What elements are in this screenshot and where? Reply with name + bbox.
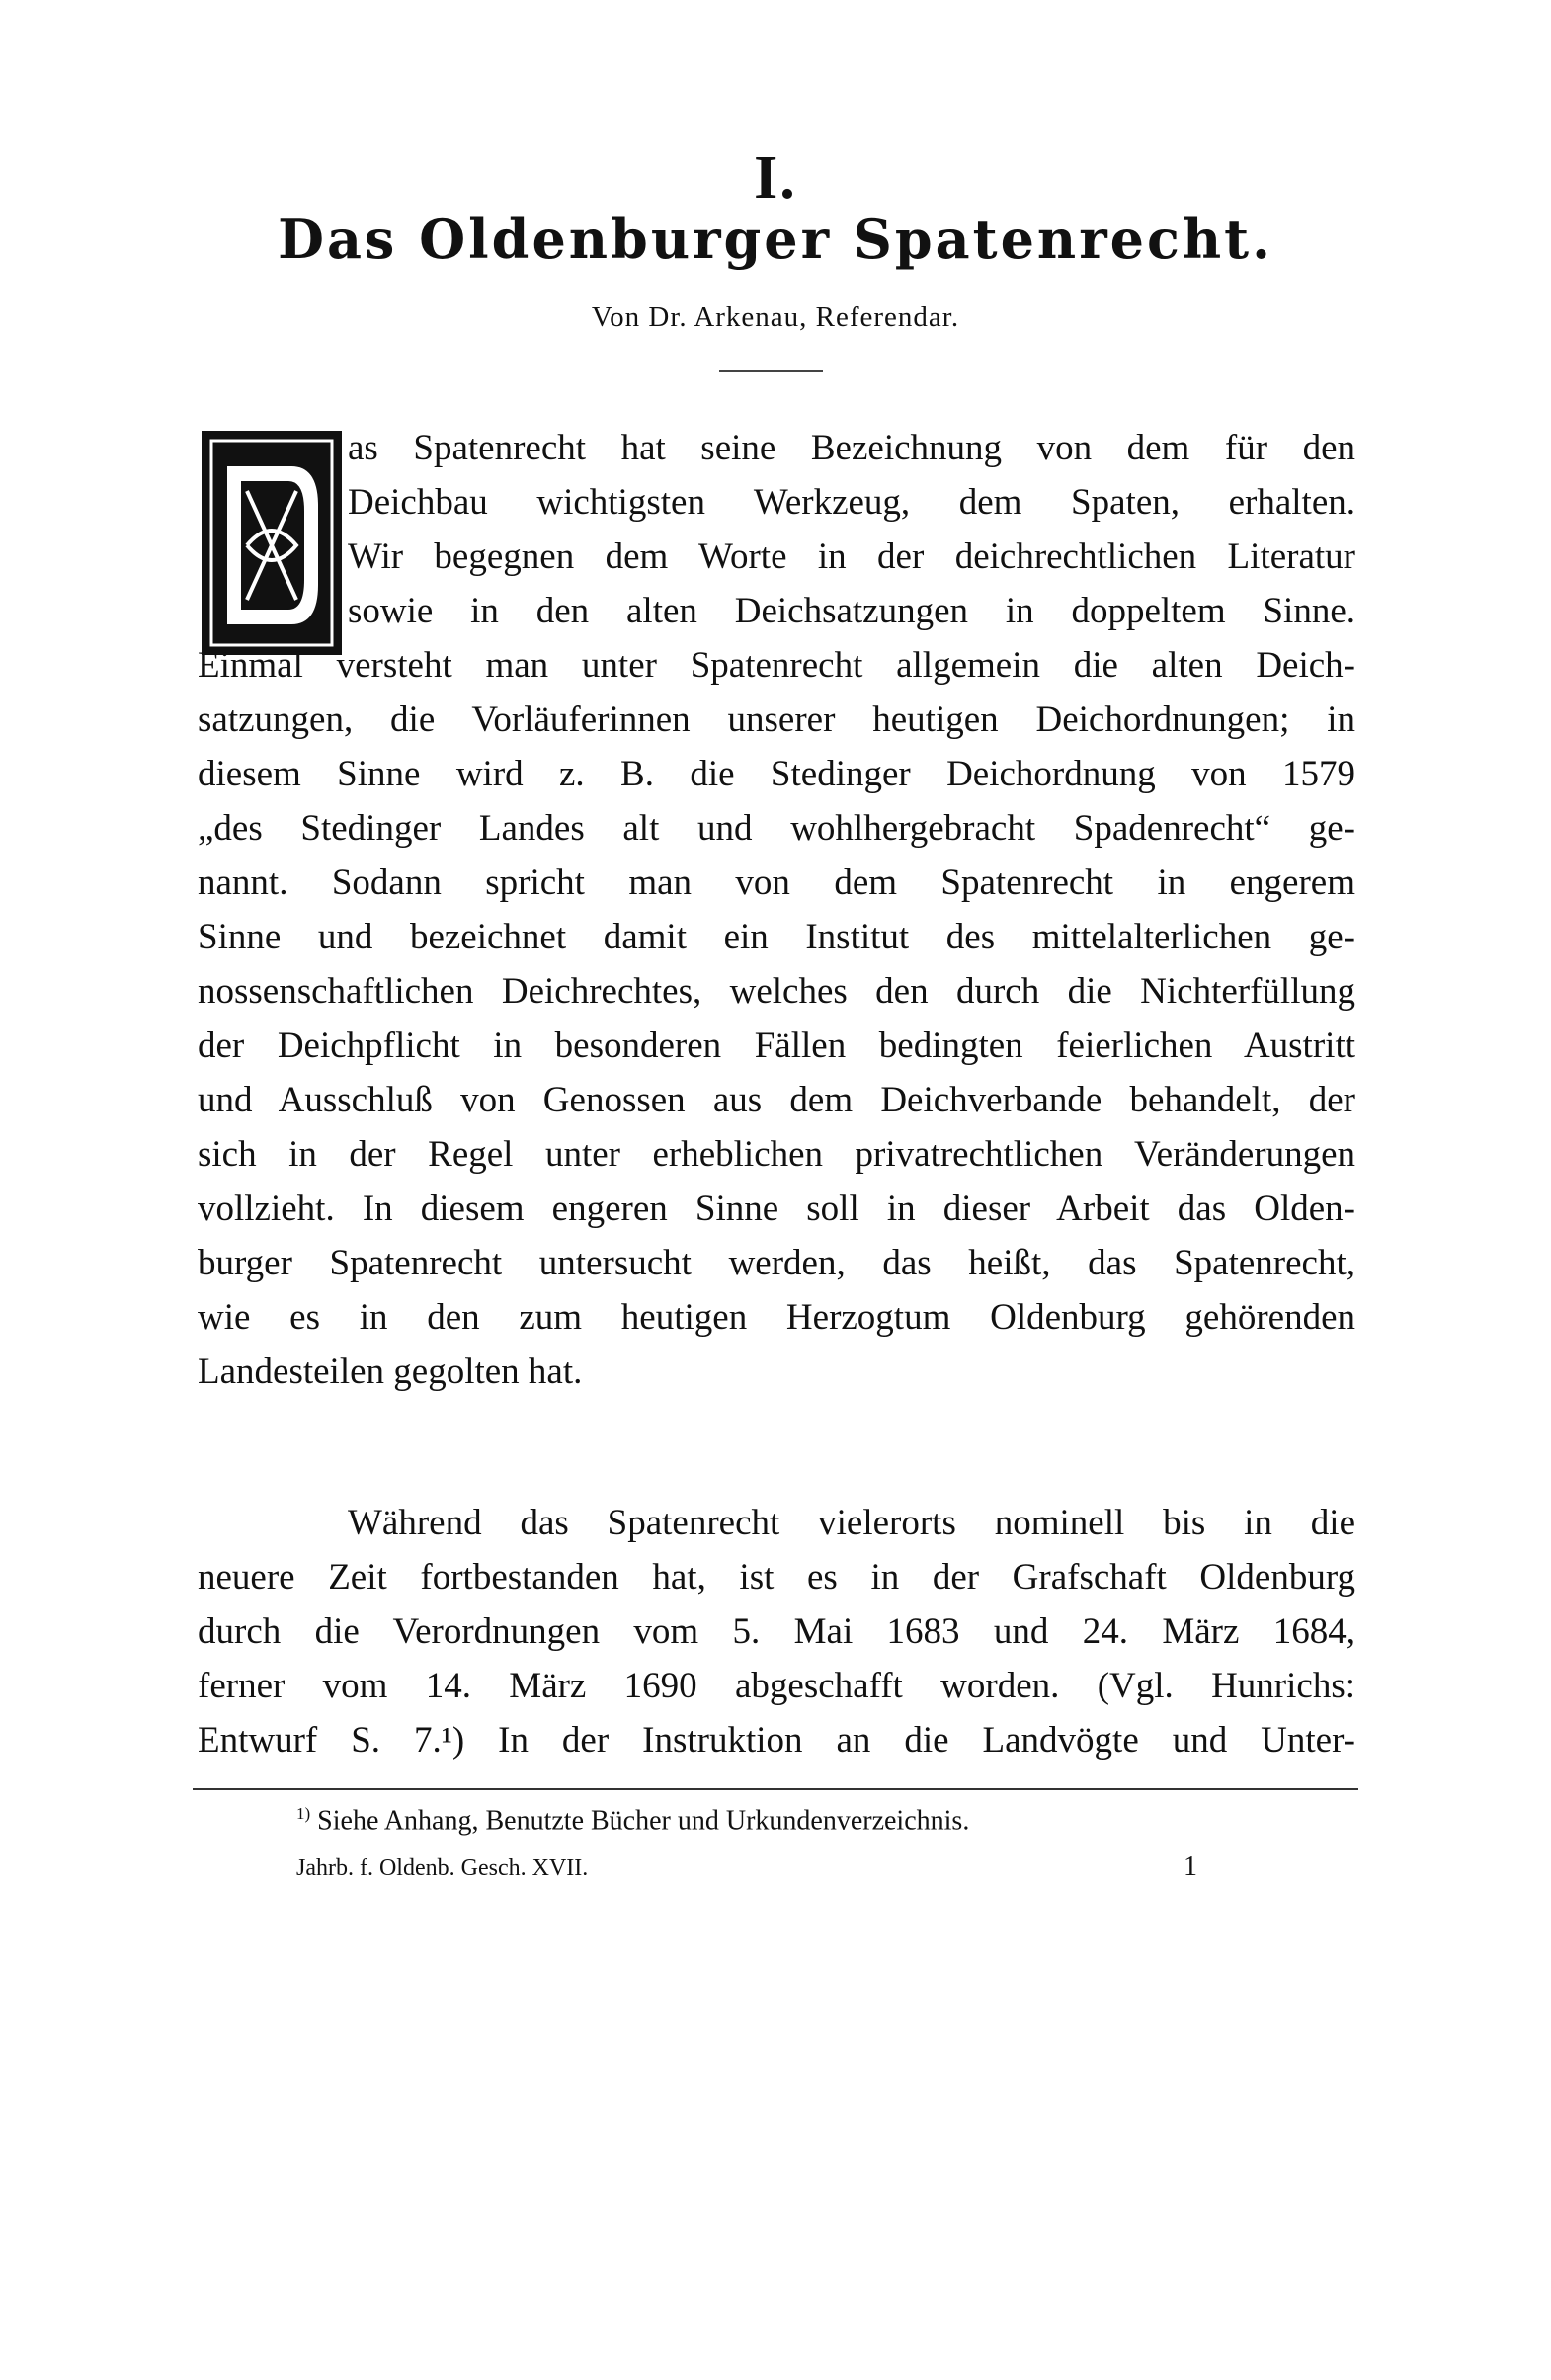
text-line: as Spatenrecht hat seine Bezeichnung von dem für den xyxy=(348,428,1355,468)
text-line: diesem Sinne wird z. B. die Stedinger Deichordnung von 1579 xyxy=(198,754,1355,794)
text-line: burger Spatenrecht untersucht werden, das heißt, das Spatenrecht, xyxy=(198,1243,1355,1283)
footnote xyxy=(296,1804,1284,1837)
running-footer: Jahrb. f. Oldenb. Gesch. XVII. xyxy=(296,1855,589,1881)
decorated-initial xyxy=(198,427,346,659)
text-line: Landesteilen gegolten hat. xyxy=(198,1352,583,1392)
author-byline: Von Dr. Arkenau, Referendar. xyxy=(591,301,960,333)
text-line: nossenschaftlichen Deichrechtes, welches den durch die Nichterfüllung xyxy=(198,971,1355,1012)
text-line: Deichbau wichtigsten Werkzeug, dem Spaten, erhalten. xyxy=(348,482,1355,523)
text-line: Wir begegnen dem Worte in der deichrechtlichen Literatur xyxy=(348,536,1355,577)
text-line: sich in der Regel unter erheblichen privatrechtlichen Veränderungen xyxy=(198,1134,1355,1175)
text-line: neuere Zeit fortbestanden hat, ist es in der Grafschaft Oldenburg xyxy=(198,1557,1355,1598)
page-number: 1 xyxy=(1184,1851,1197,1882)
text-line: Entwurf S. 7.¹) In der Instruktion an die Landvögte und Unter- xyxy=(198,1720,1355,1761)
text-line: der Deichpflicht in besonderen Fällen bedingten feierlichen Austritt xyxy=(198,1026,1355,1066)
text-line: Einmal versteht man unter Spatenrecht allgemein die alten Deich- xyxy=(198,645,1355,686)
footnote-marker: 1) xyxy=(296,1804,311,1823)
text-line: ferner vom 14. März 1690 abgeschafft worden. (Vgl. Hunrichs: xyxy=(198,1666,1355,1706)
text-line: Während das Spatenrecht vielerorts nominell bis in die xyxy=(348,1503,1355,1543)
article-title: Das Oldenburger Spatenrecht. xyxy=(278,207,1273,271)
footnote-divider xyxy=(193,1788,1358,1790)
chapter-number: I. xyxy=(754,144,797,211)
text-line: sowie in den alten Deichsatzungen in doppeltem Sinne. xyxy=(348,591,1355,631)
text-line: und Ausschluß von Genossen aus dem Deichverbande behandelt, der xyxy=(198,1080,1355,1120)
text-line: „des Stedinger Landes alt und wohlhergebracht Spadenrecht“ ge- xyxy=(198,808,1355,849)
footnote-text: Siehe Anhang, Benutzte Bücher und Urkundenverzeichnis. xyxy=(317,1805,970,1837)
text-line: wie es in den zum heutigen Herzogtum Oldenburg gehörenden xyxy=(198,1297,1355,1338)
text-line: durch die Verordnungen vom 5. Mai 1683 und 24. März 1684, xyxy=(198,1611,1355,1652)
title-divider xyxy=(719,370,823,372)
text-line: Sinne und bezeichnet damit ein Institut des mittelalterlichen ge- xyxy=(198,917,1355,957)
text-line: satzungen, die Vorläuferinnen unserer heutigen Deichordnungen; in xyxy=(198,699,1355,740)
text-line: nannt. Sodann spricht man von dem Spatenrecht in engerem xyxy=(198,862,1355,903)
text-line: vollzieht. In diesem engeren Sinne soll in dieser Arbeit das Olden- xyxy=(198,1189,1355,1229)
